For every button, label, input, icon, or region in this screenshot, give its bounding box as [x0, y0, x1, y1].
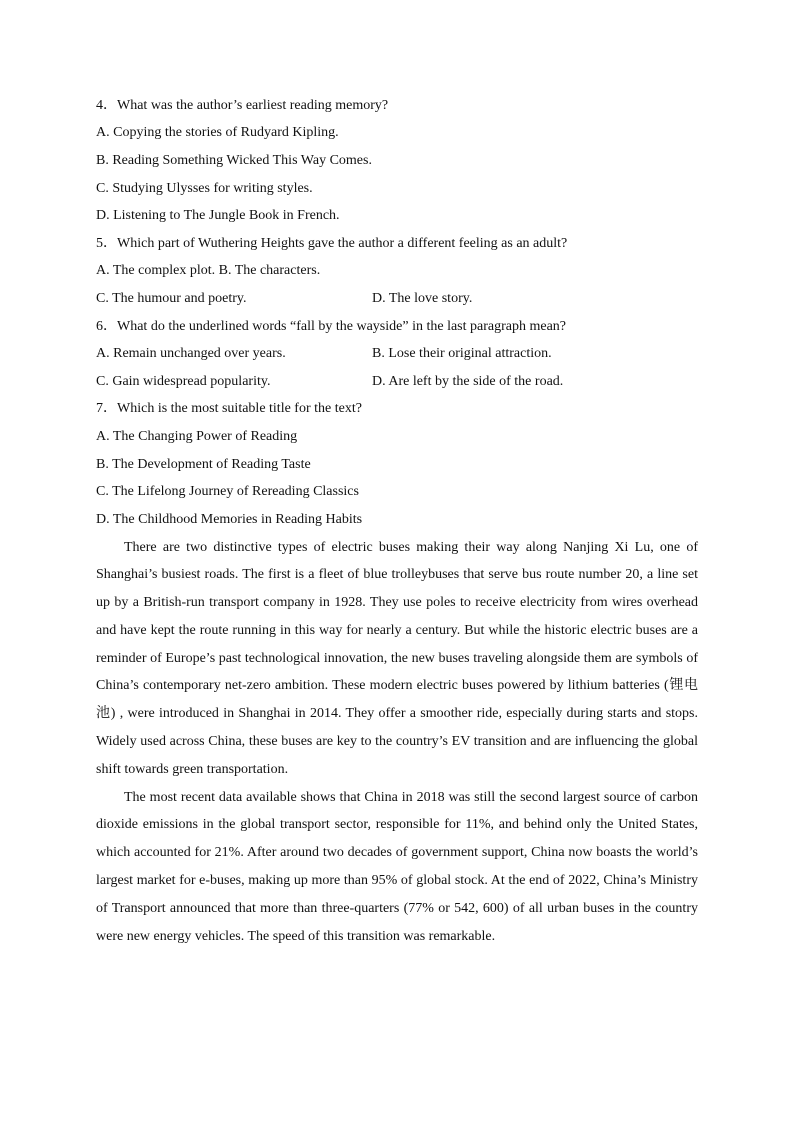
question-6-option-d: D. Are left by the side of the road.: [372, 373, 564, 389]
question-5-options-row-2: [96, 285, 698, 313]
question-6-option-a: A. Remain unchanged over years.: [96, 346, 286, 362]
question-7-stem: 7．Which is the most suitable title for the text?: [96, 401, 362, 417]
question-6-option-c: C. Gain widespread popularity.: [96, 373, 271, 389]
question-4-option-a: A. Copying the stories of Rudyard Kipling.: [96, 125, 339, 141]
passage-paragraph-1: There are two distinctive types of electric buses making their way along Nanjing Xi Lu, one of Shanghai’s busiest roads. The first is a fleet of blue trolleybuses that serve bus route number 20, a line set up by a British-run transport company in 1928. They use poles to receive electricity from wires overhead and have kept the route running in this way for nearly a century. But while the historic electric buses are a reminder of Europe’s past technological innovation, the new buses traveling alongside them are symbols of China’s contemporary net-zero ambition. These modern electric buses powered by lithium batteries (锂电池) , were introduced in Shanghai in 2014. They offer a smoother ride, especially during starts and stops. Widely used across China, these buses are key to the country’s EV transition and are influencing the global shift towards green transportation.: [96, 539, 698, 777]
question-7-option-d: D. The Childhood Memories in Reading Habits: [96, 511, 363, 527]
passage-paragraph-2: The most recent data available shows that China in 2018 was still the second largest source of carbon dioxide emissions in the global transport sector, responsible for 11%, and behind only the United States, which accounted for 21%. After around two decades of government support, China now boasts the world’s largest market for e-buses, making up more than 95% of global stock. At the end of 2022, China’s Ministry of Transport announced that more than three-quarters (77% or 542, 600) of all urban buses in the country were new energy vehicles. The speed of this transition was remarkable.: [96, 789, 698, 944]
question-6-stem: 6．What do the underlined words “fall by the wayside” in the last paragraph mean?: [96, 318, 567, 334]
question-5-options-row-1: A. The complex plot. B. The characters.: [96, 263, 321, 279]
question-5-option-d: D. The love story.: [372, 290, 473, 306]
question-5-stem: 5．Which part of Wuthering Heights gave the author a different feeling as an adult?: [96, 235, 568, 251]
question-4-stem: 4．What was the author’s earliest reading memory?: [96, 97, 389, 113]
question-4-option-c: C. Studying Ulysses for writing styles.: [96, 180, 313, 196]
document-page: [96, 92, 698, 950]
question-4-option-d: D. Listening to The Jungle Book in French.: [96, 208, 340, 224]
question-6-options-row-1: [96, 340, 698, 368]
question-7-option-b: B. The Development of Reading Taste: [96, 456, 311, 472]
question-4-option-b: B. Reading Something Wicked This Way Comes.: [96, 152, 372, 168]
question-7-option-c: C. The Lifelong Journey of Rereading Classics: [96, 484, 359, 500]
question-6-option-b: B. Lose their original attraction.: [372, 346, 552, 362]
question-6-options-row-2: [96, 368, 698, 396]
question-5-option-c: C. The humour and poetry.: [96, 290, 247, 306]
question-7-option-a: A. The Changing Power of Reading: [96, 428, 298, 444]
